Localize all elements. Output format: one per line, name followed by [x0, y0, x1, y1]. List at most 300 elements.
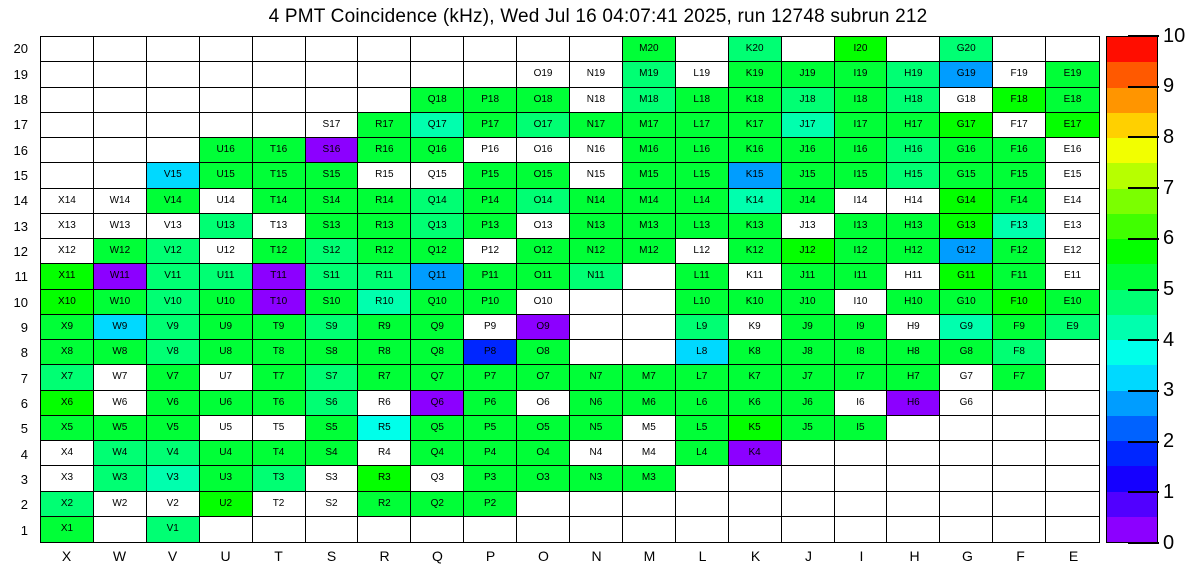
heatmap-cell: P13 [464, 214, 517, 239]
x-axis-label: K [750, 548, 761, 564]
heatmap-cell: F8 [993, 340, 1046, 365]
heatmap-cell-absent [358, 37, 411, 62]
heatmap-cell-absent [306, 37, 359, 62]
heatmap-cell: K4 [729, 441, 782, 466]
heatmap-cell: O12 [517, 239, 570, 264]
heatmap-cell-absent [41, 88, 94, 113]
colorbar-tick-label: 2 [1163, 430, 1175, 453]
heatmap-cell-absent [993, 466, 1046, 491]
heatmap-cell: S10 [306, 290, 359, 315]
y-axis-label: 4 [20, 446, 28, 462]
heatmap-cell-absent [147, 138, 200, 163]
heatmap-cell: G20 [940, 37, 993, 62]
heatmap-cell: Q4 [411, 441, 464, 466]
colorbar-band [1107, 466, 1157, 491]
colorbar-tick-label: 0 [1163, 531, 1175, 554]
y-axis-label: 3 [20, 472, 28, 488]
heatmap-cell-absent [147, 88, 200, 113]
heatmap-cell: M15 [623, 163, 676, 188]
heatmap-cell: M18 [623, 88, 676, 113]
heatmap-cell: W12 [94, 239, 147, 264]
colorbar-band [1107, 365, 1157, 390]
heatmap-cell-absent [1046, 340, 1099, 365]
heatmap-cell: N14 [570, 189, 623, 214]
heatmap-cell-absent [94, 113, 147, 138]
heatmap-cell-absent [464, 62, 517, 87]
heatmap-cell-absent [253, 517, 306, 542]
heatmap-cell: T2 [253, 492, 306, 517]
heatmap-cell: G14 [940, 189, 993, 214]
heatmap-cell: I19 [835, 62, 888, 87]
heatmap-cell: G11 [940, 264, 993, 289]
y-axis-label: 16 [13, 142, 28, 158]
heatmap-cell-absent [147, 62, 200, 87]
heatmap-cell-absent [940, 466, 993, 491]
heatmap-cell: X4 [41, 441, 94, 466]
y-axis-label: 1 [20, 522, 28, 538]
colorbar-tick-label: 6 [1163, 227, 1175, 250]
x-axis-label: J [805, 548, 812, 564]
heatmap-cell: K10 [729, 290, 782, 315]
heatmap-cell: E15 [1046, 163, 1099, 188]
heatmap-cell: E11 [1046, 264, 1099, 289]
heatmap-cell-absent [782, 492, 835, 517]
heatmap-cell-absent [993, 416, 1046, 441]
y-axis-label: 5 [20, 421, 28, 437]
heatmap-cell: X2 [41, 492, 94, 517]
heatmap-cell-absent [729, 492, 782, 517]
heatmap-cell: T9 [253, 315, 306, 340]
heatmap-cell: P6 [464, 391, 517, 416]
x-axis-label: X [61, 548, 72, 564]
colorbar-tick-label: 5 [1163, 278, 1175, 300]
colorbar-tick-mark [1128, 187, 1159, 189]
heatmap-cell: J15 [782, 163, 835, 188]
heatmap-cell: T11 [253, 264, 306, 289]
colorbar-band [1107, 214, 1157, 239]
heatmap-cell: G6 [940, 391, 993, 416]
heatmap-cell: H18 [887, 88, 940, 113]
heatmap-cell-absent [41, 138, 94, 163]
heatmap-cell: W13 [94, 214, 147, 239]
heatmap-cell: J17 [782, 113, 835, 138]
heatmap-cell: W4 [94, 441, 147, 466]
heatmap-cell: G16 [940, 138, 993, 163]
heatmap-cell-absent [41, 62, 94, 87]
heatmap-cell: V4 [147, 441, 200, 466]
heatmap-cell-absent [570, 37, 623, 62]
heatmap-cell-absent [887, 37, 940, 62]
heatmap-cell-absent [676, 517, 729, 542]
heatmap-cell: T7 [253, 365, 306, 390]
heatmap-cell-absent [887, 466, 940, 491]
heatmap-cell-absent [623, 290, 676, 315]
heatmap-cell: R7 [358, 365, 411, 390]
x-axis-label: S [326, 548, 337, 564]
x-axis-label: U [220, 548, 231, 564]
heatmap-cell-absent [835, 466, 888, 491]
colorbar-band [1107, 113, 1157, 138]
colorbar-band [1107, 239, 1157, 264]
heatmap-cell: V5 [147, 416, 200, 441]
heatmap-cell: T6 [253, 391, 306, 416]
heatmap-cell-absent [676, 466, 729, 491]
heatmap-cell: T4 [253, 441, 306, 466]
heatmap-cell: L16 [676, 138, 729, 163]
heatmap-cell: N4 [570, 441, 623, 466]
heatmap-cell-absent [993, 391, 1046, 416]
heatmap-cell: X13 [41, 214, 94, 239]
heatmap-cell: O19 [517, 62, 570, 87]
heatmap-cell: S4 [306, 441, 359, 466]
heatmap-cell: P5 [464, 416, 517, 441]
heatmap-cell: L6 [676, 391, 729, 416]
heatmap-cell-absent [306, 62, 359, 87]
heatmap-cell: N11 [570, 264, 623, 289]
y-axis-label: 2 [20, 497, 28, 513]
heatmap-cell: J9 [782, 315, 835, 340]
heatmap-cell-absent [517, 37, 570, 62]
heatmap-cell: L18 [676, 88, 729, 113]
heatmap-cell: M3 [623, 466, 676, 491]
heatmap-cell: K18 [729, 88, 782, 113]
heatmap-cell: J19 [782, 62, 835, 87]
heatmap-cell: S5 [306, 416, 359, 441]
heatmap-cell: K20 [729, 37, 782, 62]
heatmap-cell: Q5 [411, 416, 464, 441]
heatmap-cell-absent [887, 517, 940, 542]
heatmap-cell: W14 [94, 189, 147, 214]
heatmap-cell: S8 [306, 340, 359, 365]
heatmap-cell: V3 [147, 466, 200, 491]
heatmap-cell-absent [200, 88, 253, 113]
heatmap-cell: X11 [41, 264, 94, 289]
heatmap-cell: H13 [887, 214, 940, 239]
heatmap-cell: H9 [887, 315, 940, 340]
heatmap-cell: L17 [676, 113, 729, 138]
heatmap-cell-absent [517, 517, 570, 542]
y-axis-label: 19 [13, 66, 28, 82]
heatmap-cell: M16 [623, 138, 676, 163]
heatmap-cell-absent [782, 517, 835, 542]
heatmap-cell: K9 [729, 315, 782, 340]
heatmap-cell: N16 [570, 138, 623, 163]
heatmap-cell: Q12 [411, 239, 464, 264]
heatmap-cell: K12 [729, 239, 782, 264]
heatmap-cell: L12 [676, 239, 729, 264]
y-axis-label: 14 [13, 193, 28, 209]
heatmap-cell-absent [676, 492, 729, 517]
heatmap-cell: J8 [782, 340, 835, 365]
heatmap-cell: L9 [676, 315, 729, 340]
heatmap-cell: U3 [200, 466, 253, 491]
heatmap-cell-absent [306, 517, 359, 542]
heatmap-cell: G18 [940, 88, 993, 113]
colorbar-band [1107, 163, 1157, 188]
heatmap-cell: R10 [358, 290, 411, 315]
heatmap-cell-absent [1046, 441, 1099, 466]
heatmap-cell: S13 [306, 214, 359, 239]
heatmap-cell: W2 [94, 492, 147, 517]
heatmap-cell: I17 [835, 113, 888, 138]
heatmap-cell: U14 [200, 189, 253, 214]
heatmap-cell: P2 [464, 492, 517, 517]
heatmap-cell: T16 [253, 138, 306, 163]
heatmap-cell-absent [993, 37, 1046, 62]
heatmap-cell: G15 [940, 163, 993, 188]
x-axis-label: R [379, 548, 390, 564]
heatmap-cell: P9 [464, 315, 517, 340]
heatmap-cell: V8 [147, 340, 200, 365]
heatmap-cell: O11 [517, 264, 570, 289]
colorbar-tick-label: 4 [1163, 328, 1175, 351]
colorbar-tick-mark [1128, 289, 1159, 291]
heatmap-cell-absent [835, 517, 888, 542]
heatmap-cell: U12 [200, 239, 253, 264]
heatmap-cell: O4 [517, 441, 570, 466]
heatmap-cell: J5 [782, 416, 835, 441]
heatmap-cell: R17 [358, 113, 411, 138]
heatmap-cell: T5 [253, 416, 306, 441]
heatmap-cell-absent [1046, 517, 1099, 542]
heatmap-cell: E19 [1046, 62, 1099, 87]
heatmap-cell: M12 [623, 239, 676, 264]
heatmap-cell: N13 [570, 214, 623, 239]
heatmap-cell: V15 [147, 163, 200, 188]
heatmap-cell: X6 [41, 391, 94, 416]
heatmap-cell-absent [253, 62, 306, 87]
heatmap-cell: K8 [729, 340, 782, 365]
heatmap-cell: N19 [570, 62, 623, 87]
colorbar-tick-mark [1128, 35, 1159, 37]
heatmap-cell-absent [94, 517, 147, 542]
heatmap-cell: O18 [517, 88, 570, 113]
x-axis-label: O [538, 548, 549, 564]
heatmap-cell-absent [940, 492, 993, 517]
colorbar-band [1107, 492, 1157, 517]
heatmap-cell: O5 [517, 416, 570, 441]
heatmap-cell: T14 [253, 189, 306, 214]
heatmap-cell: S17 [306, 113, 359, 138]
heatmap-cell: U9 [200, 315, 253, 340]
heatmap-cell: N17 [570, 113, 623, 138]
heatmap-cell-absent [570, 492, 623, 517]
x-axis-label: N [591, 548, 602, 564]
heatmap-cell: S12 [306, 239, 359, 264]
heatmap-cell: E14 [1046, 189, 1099, 214]
x-axis-label: P [485, 548, 496, 564]
heatmap-cell: P18 [464, 88, 517, 113]
x-axis-label: W [112, 548, 127, 564]
heatmap-cell: R8 [358, 340, 411, 365]
heatmap-cell: Q18 [411, 88, 464, 113]
heatmap-cell: H6 [887, 391, 940, 416]
colorbar-tick-label: 1 [1163, 480, 1175, 503]
heatmap-cell: K7 [729, 365, 782, 390]
y-axis-label: 10 [13, 294, 28, 310]
heatmap-cell: O16 [517, 138, 570, 163]
heatmap-cell-absent [782, 37, 835, 62]
heatmap-cell: X3 [41, 466, 94, 491]
heatmap-cell-absent [358, 88, 411, 113]
heatmap-cell-absent [623, 315, 676, 340]
heatmap-cell-absent [1046, 416, 1099, 441]
heatmap-cell: L14 [676, 189, 729, 214]
heatmap-cell-absent [94, 37, 147, 62]
colorbar-band [1107, 189, 1157, 214]
heatmap-cell: T12 [253, 239, 306, 264]
heatmap-cell: L19 [676, 62, 729, 87]
heatmap-cell: E12 [1046, 239, 1099, 264]
heatmap-cell: M19 [623, 62, 676, 87]
heatmap-cell: T8 [253, 340, 306, 365]
heatmap-cell-absent [887, 492, 940, 517]
heatmap-cell-absent [411, 62, 464, 87]
heatmap-cell: O15 [517, 163, 570, 188]
heatmap-cell: S2 [306, 492, 359, 517]
heatmap-cell: F18 [993, 88, 1046, 113]
heatmap-cell: G7 [940, 365, 993, 390]
y-axis-label: 18 [13, 91, 28, 107]
heatmap-cell: Q3 [411, 466, 464, 491]
heatmap-cell: J10 [782, 290, 835, 315]
heatmap-cell-absent [993, 517, 1046, 542]
heatmap-cell: F19 [993, 62, 1046, 87]
heatmap-cell: M14 [623, 189, 676, 214]
heatmap-cell: J14 [782, 189, 835, 214]
heatmap-cell: E9 [1046, 315, 1099, 340]
heatmap-cell: W6 [94, 391, 147, 416]
heatmap-cell: U16 [200, 138, 253, 163]
heatmap-cell-absent [993, 492, 1046, 517]
heatmap-cell: W10 [94, 290, 147, 315]
heatmap-cell: V1 [147, 517, 200, 542]
heatmap-cell: F7 [993, 365, 1046, 390]
heatmap-cell: K5 [729, 416, 782, 441]
x-axis-label: F [1016, 548, 1025, 564]
heatmap-cell: O8 [517, 340, 570, 365]
heatmap-cell-absent [94, 163, 147, 188]
heatmap-cell: U5 [200, 416, 253, 441]
x-axis-label: H [909, 548, 920, 564]
heatmap-cell: I7 [835, 365, 888, 390]
heatmap-cell: J7 [782, 365, 835, 390]
heatmap-cell-absent [1046, 466, 1099, 491]
heatmap-cell: U4 [200, 441, 253, 466]
heatmap-cell: U8 [200, 340, 253, 365]
colorbar-tick-mark [1128, 136, 1159, 138]
heatmap-cell: S9 [306, 315, 359, 340]
heatmap-cell: I20 [835, 37, 888, 62]
heatmap-cell: I13 [835, 214, 888, 239]
heatmap-cell-absent [940, 517, 993, 542]
heatmap-cell: X10 [41, 290, 94, 315]
heatmap-cell-absent [623, 492, 676, 517]
heatmap-cell-absent [358, 517, 411, 542]
heatmap-cell: U11 [200, 264, 253, 289]
heatmap-cell: R9 [358, 315, 411, 340]
heatmap-cell: M17 [623, 113, 676, 138]
heatmap-cell-absent [94, 62, 147, 87]
heatmap-cell: M4 [623, 441, 676, 466]
heatmap-cell: R11 [358, 264, 411, 289]
heatmap-cell: F9 [993, 315, 1046, 340]
heatmap-cell: F10 [993, 290, 1046, 315]
heatmap-cell: M13 [623, 214, 676, 239]
heatmap-cell: U13 [200, 214, 253, 239]
heatmap-cell-absent [940, 441, 993, 466]
heatmap-cell: O7 [517, 365, 570, 390]
heatmap-cell: X7 [41, 365, 94, 390]
heatmap-cell-absent [411, 37, 464, 62]
colorbar-tick-mark [1128, 542, 1159, 544]
heatmap-cell: L8 [676, 340, 729, 365]
heatmap-cell: G19 [940, 62, 993, 87]
x-axis-label: L [698, 548, 707, 564]
heatmap-cell: W9 [94, 315, 147, 340]
heatmap-cell: S14 [306, 189, 359, 214]
heatmap-cell: S6 [306, 391, 359, 416]
heatmap-cell: I8 [835, 340, 888, 365]
heatmap-cell: Q17 [411, 113, 464, 138]
heatmap-cell: X1 [41, 517, 94, 542]
heatmap-cell: Q11 [411, 264, 464, 289]
heatmap-cell: O3 [517, 466, 570, 491]
colorbar-band [1107, 517, 1157, 542]
chart-title: 4 PMT Coincidence (kHz), Wed Jul 16 04:07:41 2025, run 12748 subrun 212 [268, 6, 928, 27]
heatmap-cell: O10 [517, 290, 570, 315]
heatmap-cell-absent [41, 37, 94, 62]
heatmap-cell: P8 [464, 340, 517, 365]
heatmap-cell-absent [200, 113, 253, 138]
heatmap-cell: P16 [464, 138, 517, 163]
heatmap-cell-absent [570, 340, 623, 365]
colorbar-tick-mark [1128, 390, 1159, 392]
heatmap-cell: M5 [623, 416, 676, 441]
heatmap-cell-absent [835, 441, 888, 466]
heatmap-cell: W7 [94, 365, 147, 390]
heatmap-cell: H11 [887, 264, 940, 289]
heatmap-cell-absent [306, 88, 359, 113]
heatmap-cell: V12 [147, 239, 200, 264]
heatmap-cell-absent [1046, 365, 1099, 390]
heatmap-cell: L7 [676, 365, 729, 390]
heatmap-cell-absent [200, 37, 253, 62]
heatmap-cell: H12 [887, 239, 940, 264]
heatmap-cell-absent [729, 466, 782, 491]
heatmap-cell: K19 [729, 62, 782, 87]
heatmap-cell: E18 [1046, 88, 1099, 113]
heatmap-cell: L13 [676, 214, 729, 239]
heatmap-cell: E16 [1046, 138, 1099, 163]
x-axis-label: V [167, 548, 178, 564]
heatmap-cell-absent [835, 492, 888, 517]
heatmap-cell-absent [464, 517, 517, 542]
heatmap-cell: H17 [887, 113, 940, 138]
heatmap-cell: G10 [940, 290, 993, 315]
heatmap-cell: R3 [358, 466, 411, 491]
heatmap-cell-absent [411, 517, 464, 542]
x-axis-label: M [643, 548, 656, 564]
heatmap-cell-absent [940, 416, 993, 441]
heatmap-cell: P3 [464, 466, 517, 491]
y-axis-label: 9 [20, 320, 28, 336]
colorbar-tick-mark [1128, 86, 1159, 88]
heatmap-cell: Q13 [411, 214, 464, 239]
heatmap-cell: N3 [570, 466, 623, 491]
heatmap-cell: R14 [358, 189, 411, 214]
heatmap-cell: I18 [835, 88, 888, 113]
